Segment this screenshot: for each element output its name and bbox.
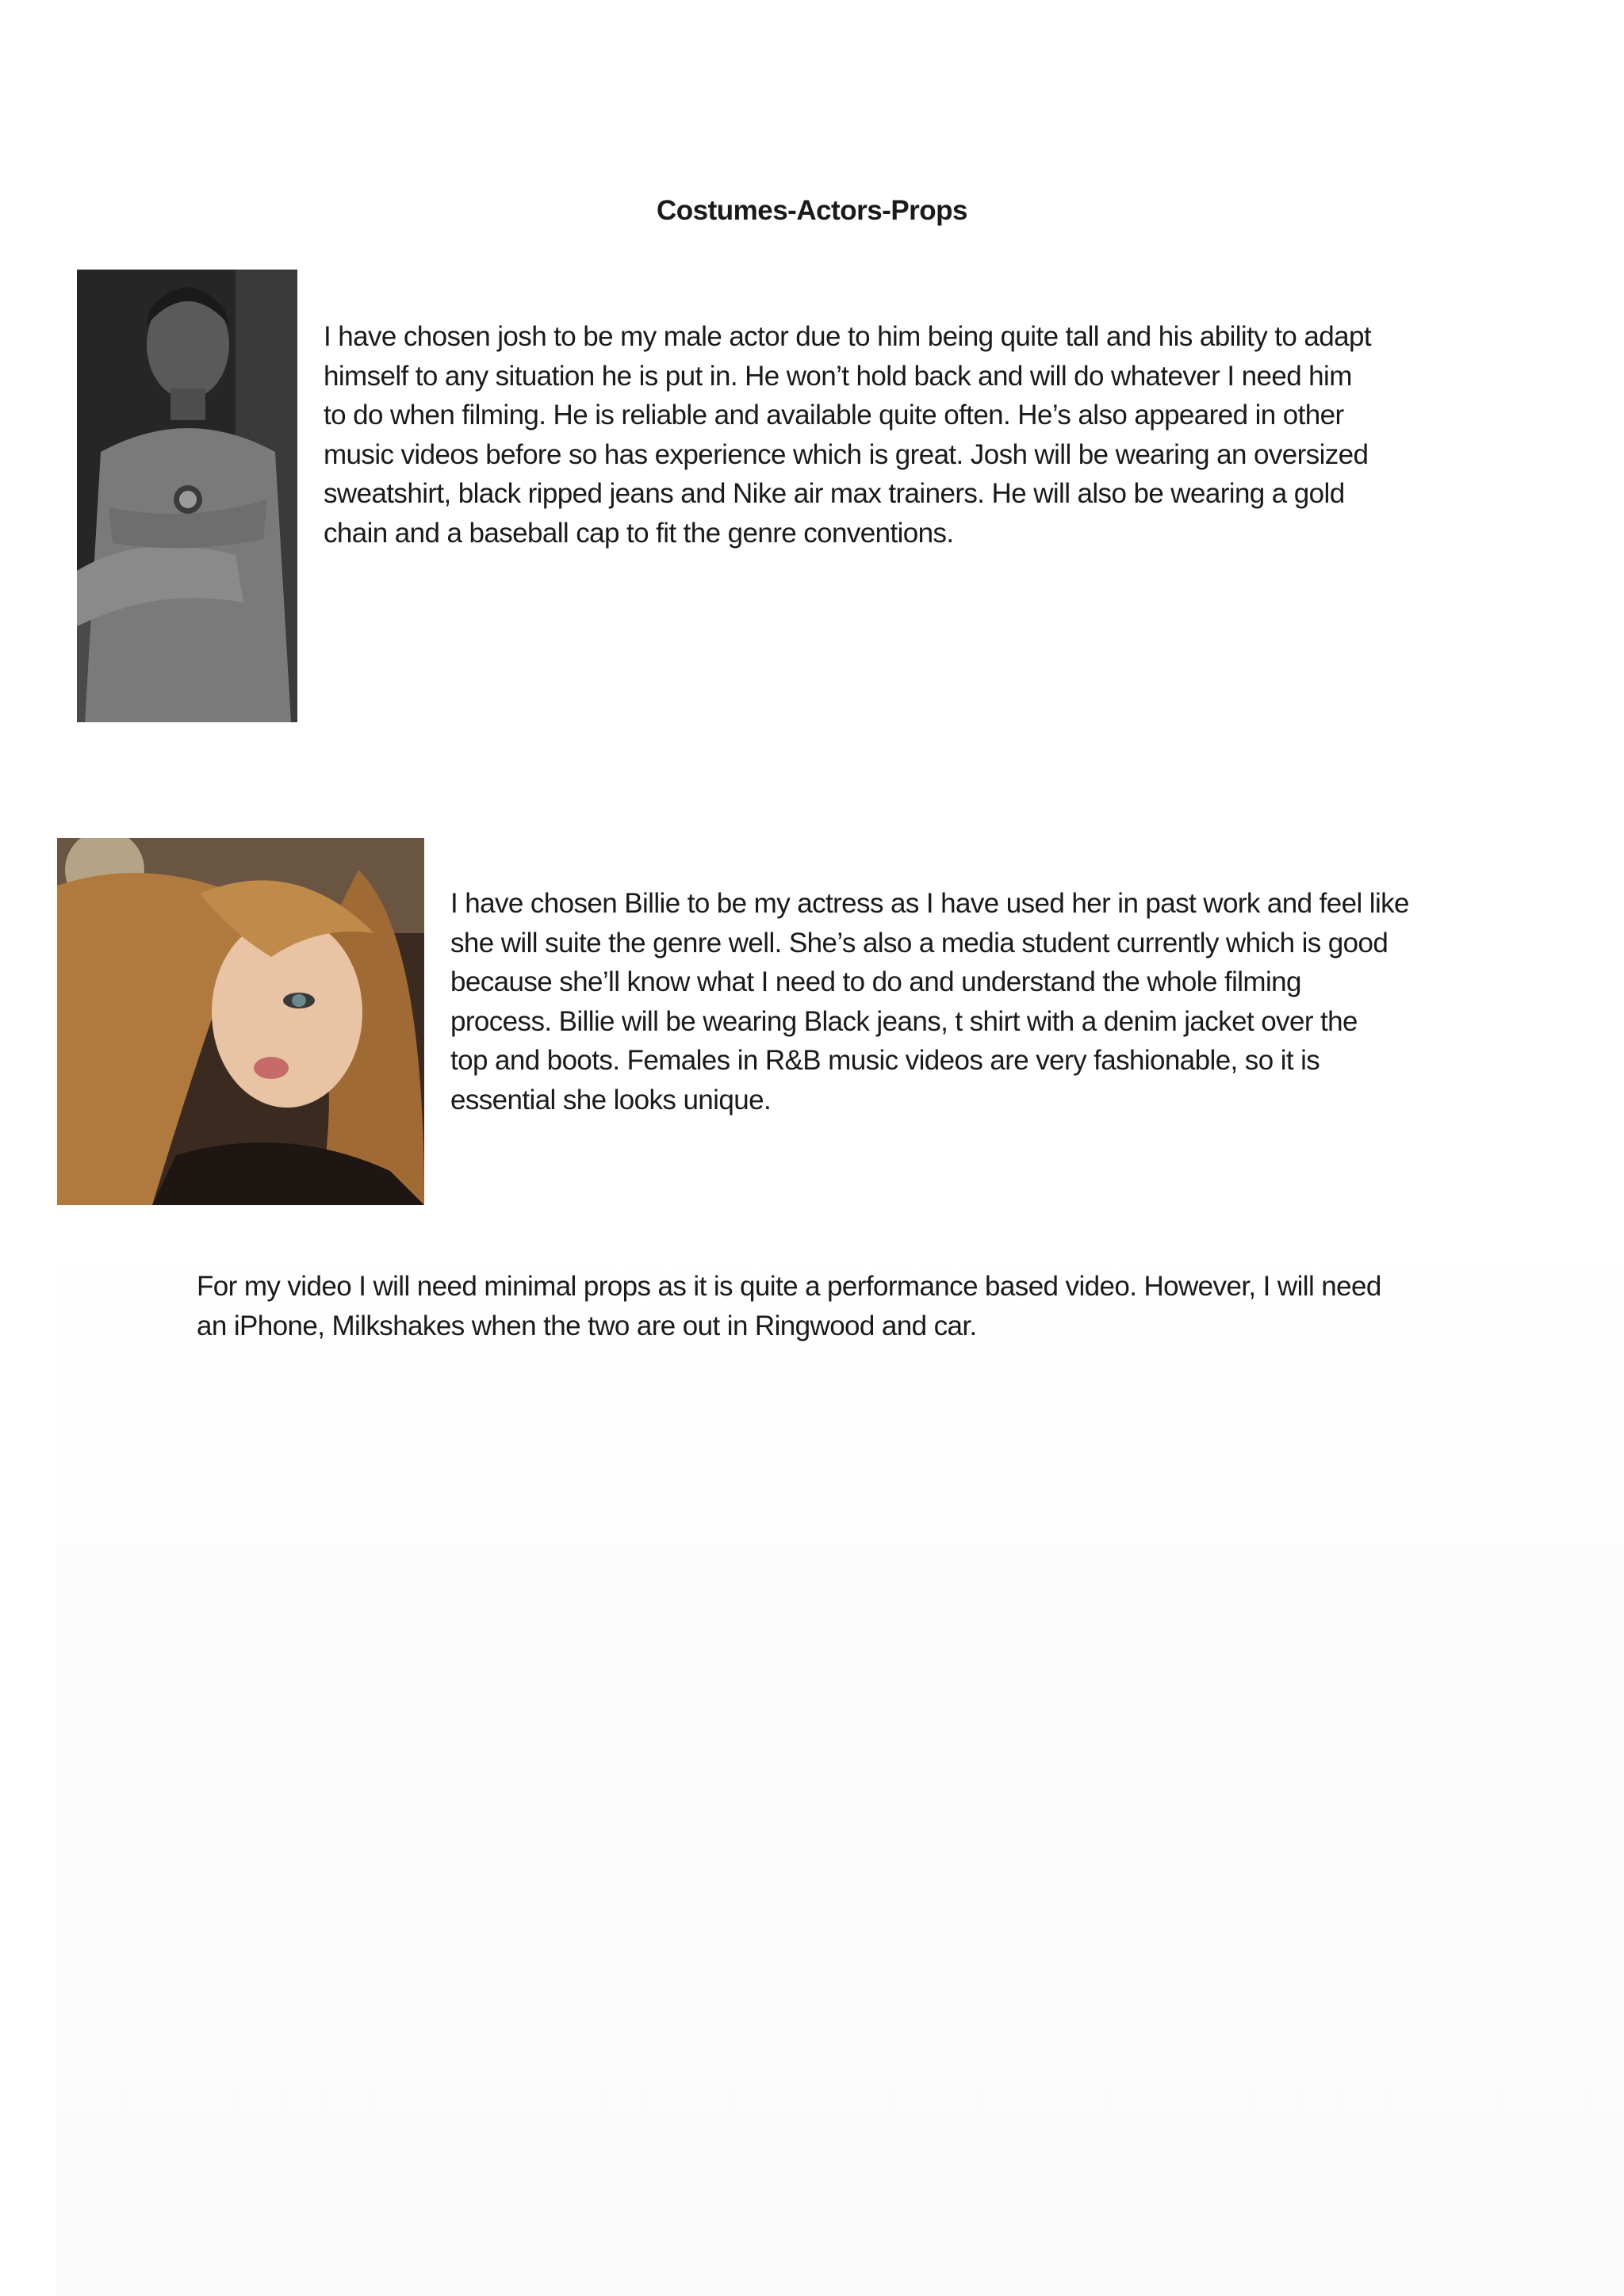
props-description [197,1267,1450,1345]
billie-description [450,884,1442,1119]
billie-line: process. Billie will be wearing Black jeans, t shirt with a denim jacket over the [450,1005,1358,1037]
billie-line: she will suite the genre well. She’s also a media student currently which is good [450,927,1388,959]
josh-line: himself to any situation he is put in. He won’t hold back and will do whatever I need him [324,360,1352,392]
josh-line: to do when filming. He is reliable and available quite often. He’s also appeared in other [324,400,1344,430]
billie-line: I have chosen Billie to be my actress as I have used her in past work and feel like [450,888,1409,919]
billie-line: essential she looks unique. [450,1084,772,1115]
male-actor-photo [77,270,297,722]
male-actor-photo-illustration [77,270,297,722]
josh-line: sweatshirt, black ripped jeans and Nike air max trainers. He will also be wearing a gold [324,478,1345,509]
female-actress-photo-illustration [57,838,424,1205]
page-title: Costumes-Actors-Props [656,195,968,226]
props-line: an iPhone, Milkshakes when the two are out in Ringwood and car. [197,1310,977,1341]
josh-line: music videos before so has experience which is great. Josh will be wearing an oversized [324,438,1369,470]
female-actress-photo [57,838,424,1205]
josh-line: I have chosen josh to be my male actor due to him being quite tall and his ability to adapt [324,321,1371,352]
josh-line: chain and a baseball cap to fit the genre conventions. [324,517,954,549]
props-line: For my video I will need minimal props as it is quite a performance based video. However, I will need [197,1271,1381,1302]
josh-description [324,317,1434,553]
billie-line: top and boots. Females in R&B music videos are very fashionable, so it is [450,1045,1320,1076]
billie-line: because she’ll know what I need to do and understand the whole filming [450,966,1301,997]
page-background [56,1221,1624,2296]
